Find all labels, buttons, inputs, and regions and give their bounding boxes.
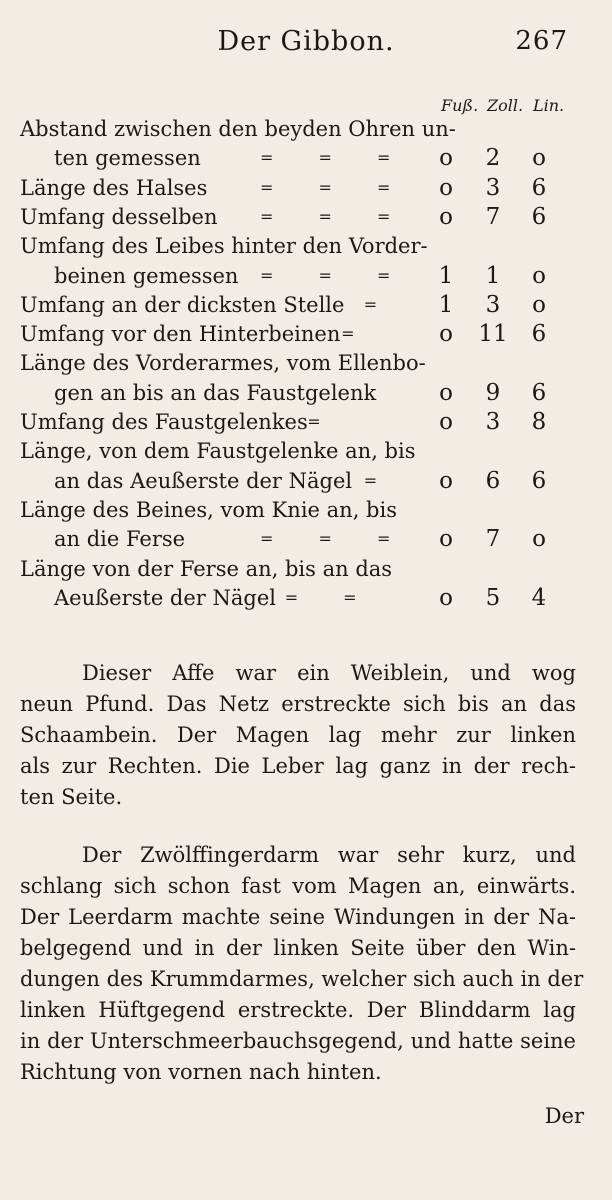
leader-marks: = = = [260, 177, 391, 197]
measurement-row [20, 348, 580, 378]
measurement-row [20, 554, 580, 584]
measurement-row [20, 583, 580, 613]
value-feet: o [439, 321, 453, 348]
text-line: dungen des Krummdarmes, welcher sich auch in der [20, 967, 584, 991]
leader-marks: = [307, 412, 321, 431]
measurement-row [20, 231, 580, 261]
text-line: in der Unterschmeerbauchsgegend, und hatte seine [20, 1029, 576, 1053]
value-feet: 1 [438, 262, 454, 289]
value-feet: o [439, 203, 453, 230]
measurement-row [20, 378, 580, 408]
value-feet: o [439, 174, 453, 201]
measurement-label: an die Ferse [54, 527, 186, 552]
measurement-label: Umfang an der dicksten Stelle [20, 292, 345, 317]
leader-marks: = = = [260, 148, 391, 168]
measurement-row [20, 143, 580, 173]
measurement-label: Umfang desselben [20, 204, 218, 229]
catchword: Der [544, 1104, 584, 1128]
value-inches: 3 [485, 291, 501, 318]
value-lines: 6 [531, 203, 547, 230]
value-feet: o [439, 409, 453, 435]
measurement-row [20, 114, 580, 144]
value-lines: 4 [531, 584, 547, 611]
text-line: linken Hüftgegend erstreckte. Der Blinddarm lag [20, 998, 576, 1022]
text-line: Dieser Affe war ein Weiblein, und wog [82, 661, 576, 685]
value-inches: 6 [485, 467, 501, 494]
measurement-label: an das Aeußerste der Nägel [54, 468, 353, 493]
value-inches: 9 [485, 379, 501, 406]
measurement-row [20, 436, 580, 466]
value-inches: 7 [485, 203, 501, 230]
value-lines: o [532, 145, 546, 172]
text-line: als zur Rechten. Die Leber lag ganz in der rech- [20, 754, 576, 778]
leader-marks: = = = [260, 265, 391, 285]
measurement-label: Umfang des Faustgelenkes [20, 410, 308, 434]
measurement-row [20, 319, 580, 349]
value-lines: o [532, 526, 546, 553]
measurement-row [20, 524, 580, 554]
value-lines: 6 [531, 379, 547, 406]
text-line: Der Zwölffingerdarm war sehr kurz, und [82, 843, 576, 867]
text-line: Schaambein. Der Magen lag mehr zur linken [20, 723, 576, 747]
value-inches: 3 [485, 174, 501, 201]
measurement-label: Länge von der Ferse an, bis an das [20, 556, 393, 581]
measurement-label: gen an bis an das Faustgelenk [54, 380, 377, 405]
text-line: schlang sich schon fast vom Magen an, einwärts. [20, 874, 576, 898]
text-line: Richtung von vornen nach hinten. [20, 1060, 382, 1084]
value-lines: o [532, 262, 546, 289]
leader-marks: = = = [260, 206, 391, 226]
measurement-label: Umfang vor den Hinterbeinen [20, 322, 341, 347]
value-inches: 11 [478, 321, 508, 348]
unit-header-inches: Zoll. [487, 96, 524, 115]
value-feet: o [439, 467, 453, 494]
leader-marks: = = [284, 587, 357, 607]
text-line: belgegend und in der linken Seite über den Win- [20, 936, 576, 960]
unit-header-lines: Lin. [533, 96, 565, 115]
measurement-row [20, 202, 580, 232]
page-number: 267 [515, 26, 568, 56]
paragraph-2 [20, 840, 584, 1088]
value-feet: o [439, 379, 453, 406]
measurement-label: Länge des Halses [20, 175, 208, 200]
measurement-label: Umfang des Leibes hinter den Vorder- [20, 234, 428, 259]
value-inches: 7 [485, 526, 501, 553]
measurement-label: Länge des Beines, vom Knie an, bis [20, 497, 397, 522]
value-lines: 6 [531, 174, 547, 201]
measurement-row [20, 495, 580, 525]
leader-marks: = [341, 324, 355, 344]
measurement-row [20, 290, 580, 320]
value-feet: o [439, 584, 453, 611]
value-inches: 3 [485, 409, 501, 435]
value-feet: o [439, 145, 453, 172]
measurement-row [20, 173, 580, 203]
value-lines: 6 [531, 321, 547, 348]
leader-marks: = = = [260, 529, 391, 549]
measurement-row [20, 466, 580, 496]
text-line: ten Seite. [20, 785, 123, 809]
value-lines: o [532, 291, 546, 318]
unit-header-feet: Fuß. [441, 96, 479, 115]
measurement-row [20, 407, 580, 437]
value-lines: 6 [531, 467, 547, 494]
leader-marks: = [363, 470, 378, 490]
paragraph-1 [20, 658, 576, 813]
measurement-label: Länge des Vorderarmes, vom Ellenbo- [20, 351, 426, 376]
value-inches: 1 [485, 262, 501, 289]
running-title: Der Gibbon. [217, 26, 395, 57]
measurement-label: Länge, von dem Faustgelenke an, bis [20, 439, 416, 464]
text-line: Der Leerdarm machte seine Windungen in der Na- [20, 905, 576, 929]
text-line: neun Pfund. Das Netz erstreckte sich bis an das [20, 692, 576, 716]
measurement-label: Abstand zwischen den beyden Ohren un- [20, 117, 456, 141]
leader-marks: = [363, 294, 378, 314]
measurement-label: Aeußerste der Nägel [54, 585, 276, 610]
value-lines: 8 [531, 409, 547, 435]
value-feet: o [439, 526, 453, 553]
measurement-row [20, 261, 580, 291]
measurement-label: ten gemessen [54, 146, 201, 171]
measurement-label: beinen gemessen [54, 263, 239, 288]
value-inches: 5 [485, 584, 501, 611]
value-inches: 2 [485, 145, 501, 172]
value-feet: 1 [438, 291, 454, 318]
